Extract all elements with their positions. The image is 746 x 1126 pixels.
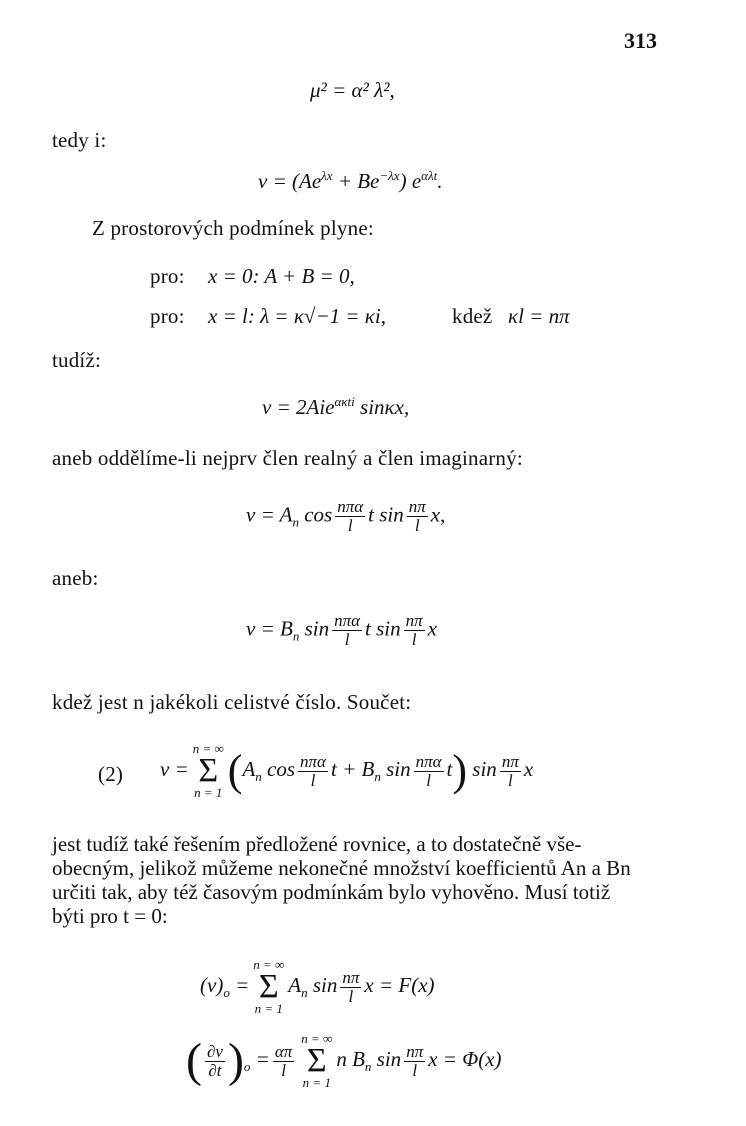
paragraph-line: býti pro t = 0: [52,904,168,928]
condition-1-equation: x = 0: A + B = 0, [208,264,355,288]
equation-initial-velocity: ( $\frac{\partial v}{\partial t}$ )$_o$ = $\frac{\alpha\pi}{l}$ n = ∞ Σ n = 1 n $B_n$ sin $\frac{n\pi}{l}$ x = Φ(x) [186,1031,502,1090]
condition-1-label: pro: [150,264,185,288]
text-aneb: aneb: [52,566,99,590]
paragraph-body [52,832,631,928]
equation-mu: μ² = α² λ², [310,78,395,102]
text-kdez-jest: kdež jest n jakékoli celistvé číslo. Součet: [52,690,412,714]
equation-v3: $v = A_n$ cos $\frac{\text{nπα}}{l}$ t sin $\frac{n\pi}{l}$ x, [246,497,446,535]
condition-2-word: kdež [452,304,493,328]
paragraph-line: určiti tak, aby též časovým podmínkám bylo vyhověno. Musí totiž [52,880,611,904]
text-tedy: tedy i: [52,128,107,152]
text-z-prostorovych: Z prostorových podmínek plyne: [92,216,374,240]
equation-2-label: (2) [98,762,124,786]
condition-2-label: pro: [150,304,185,328]
equation-2: v = n = ∞ Σ n = 1 ($A_n$ cos $\frac{\text{nπα}}{l}$ $t + B_n$ sin $\frac{\text{nπα}}{l}$ t) sin $\frac{n\pi}{l}$ x [160,741,534,800]
condition-2-tail: κl = nπ [508,304,570,328]
condition-2-equation: x = l: λ = κ√−1 = κi, [208,304,386,328]
equation-v1: $v = (Ae^{\lambda x} + Be^{-\lambda x})$ $e^{\alpha\lambda t}$. [258,168,443,193]
equation-initial-position: $(v)_o$ = n = ∞ Σ n = 1 $A_n$ sin $\frac{n\pi}{l}$ x = F(x) [200,957,435,1016]
equation-v4: $v = B_n$ sin $\frac{\text{nπα}}{l}$ t sin $\frac{n\pi}{l}$ x [246,611,437,649]
paragraph-line: obecným, jelikož můžeme nekonečné množství koefficientů An a Bn [52,856,631,880]
page-number: 313 [624,28,657,53]
text-tudiz: tudíž: [52,348,102,372]
text-aneb-oddelime: aneb oddělíme-li nejprv člen realný a člen imaginarný: [52,446,523,470]
equation-v2: v = 2Aie$^{\alpha\kappa ti}$ sinκx, [262,394,410,419]
paragraph-line: jest tudíž také řešením předložené rovnice, a to dostatečně vše- [52,832,582,856]
